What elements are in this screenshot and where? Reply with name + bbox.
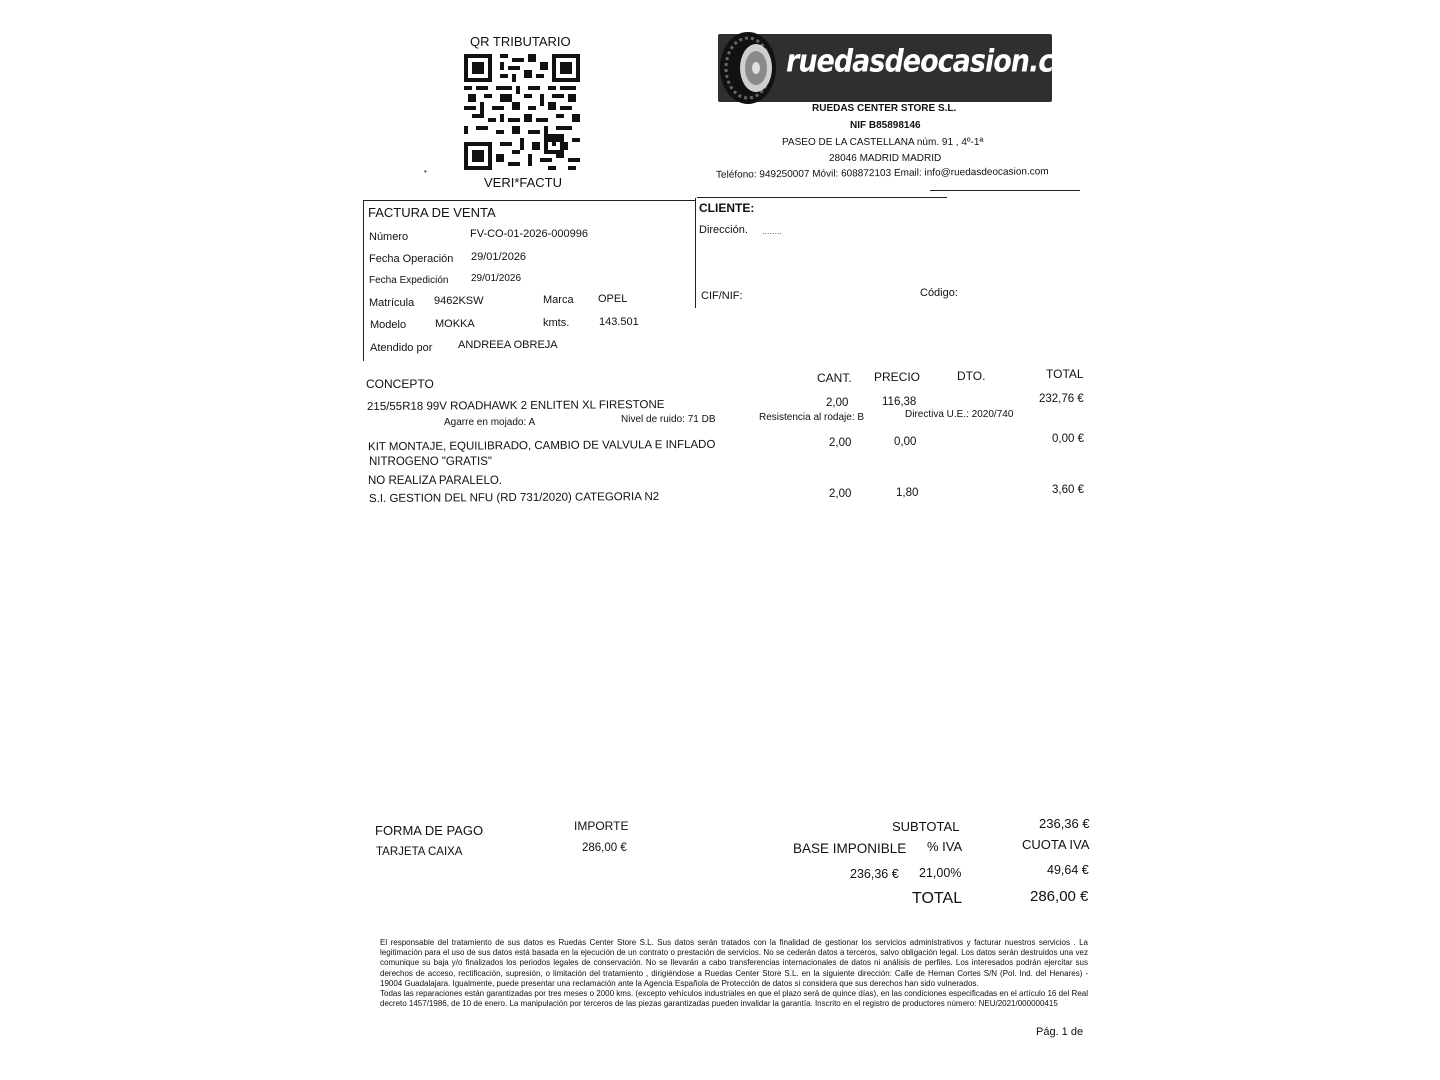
- total-label: TOTAL: [912, 890, 963, 907]
- client-direccion-label: Dirección.: [699, 224, 748, 236]
- item-4-concepto: S.I. GESTION DEL NFU (RD 731/2020) CATEGORIA N2: [368, 490, 660, 506]
- invoice-divider: [695, 198, 696, 308]
- base-imponible-label: BASE IMPONIBLE: [793, 841, 907, 856]
- item-2-concepto: KIT MONTAJE, EQUILIBRADO, CAMBIO DE VALVULA E INFLADO: [367, 438, 716, 454]
- invoice-title: FACTURA DE VENTA: [368, 205, 496, 220]
- item-2-precio: 0,00: [894, 436, 917, 448]
- legal-notice: [380, 938, 1088, 1009]
- marca-value: OPEL: [598, 293, 628, 305]
- item-1-concepto: 215/55R18 99V ROADHAWK 2 ENLITEN XL FIRESTONE: [366, 398, 665, 414]
- qr-footer: VERI*FACTU: [484, 175, 563, 190]
- item-1-total: 232,76 €: [1039, 393, 1084, 405]
- item-3-concepto: NO REALIZA PARALELO.: [368, 475, 503, 487]
- kmts-value: 143.501: [599, 316, 639, 328]
- item-1-agarre: Agarre en mojado: A: [444, 417, 536, 428]
- fecha-expedicion-label: Fecha Expedición: [369, 275, 449, 286]
- iva-value: 21,00%: [919, 866, 962, 880]
- client-box-top: [697, 197, 947, 198]
- header-concepto: CONCEPTO: [366, 377, 434, 391]
- qr-code: [462, 54, 582, 170]
- fecha-operacion-label: Fecha Operación: [369, 253, 454, 265]
- item-2-total: 0,00 €: [1052, 433, 1084, 445]
- iva-label: % IVA: [927, 839, 963, 854]
- atendido-label: Atendido por: [370, 342, 433, 354]
- logo-text: ruedasdeocasion.com: [786, 44, 1098, 80]
- company-contact: Teléfono: 949250007 Móvil: 608872103 Email: info@ruedasdeocasion.com: [715, 166, 1049, 181]
- header-dto: DTO.: [957, 369, 986, 383]
- header-rule: [930, 190, 1080, 191]
- tire-icon: [718, 30, 782, 106]
- item-1-precio: 116,38: [882, 396, 917, 408]
- modelo-label: Modelo: [370, 319, 407, 331]
- legal-paragraph-guarantee: Todas las reparaciones están garantizadas por tres meses o 2000 kms. (excepto vehículos industriales en que el plazo será de quince días), en las condiciones especificadas en el artículo 16 del Real decreto 1457/1986, de 10 de enero. La manipulación por terceros de las piezas garantizadas pueden invalidar la garantía. Inscrito en el registro de productores número: NEU/2021/000000415: [380, 989, 1088, 1009]
- item-2-concepto-line2: NITROGENO "GRATIS": [369, 456, 492, 468]
- client-codigo-label: Código:: [920, 287, 958, 299]
- item-4-total: 3,60 €: [1052, 484, 1084, 496]
- payment-importe-label: IMPORTE: [574, 819, 629, 833]
- client-cif-label: CIF/NIF:: [701, 290, 743, 302]
- subtotal-value: 236,36 €: [1039, 816, 1090, 831]
- fecha-operacion-value: 29/01/2026: [471, 251, 527, 263]
- cuota-iva-label: CUOTA IVA: [1022, 837, 1090, 852]
- item-1-directiva: Directiva U.E.: 2020/740: [905, 409, 1014, 420]
- item-4-precio: 1,80: [896, 487, 919, 499]
- company-name: RUEDAS CENTER STORE S.L.: [812, 103, 957, 114]
- page-number: Pág. 1 de: [1036, 1026, 1084, 1038]
- client-direccion-value: ........: [762, 226, 783, 236]
- company-city: 28046 MADRID MADRID: [829, 153, 942, 164]
- payment-forma-value: TARJETA CAIXA: [376, 846, 463, 858]
- company-address: PASEO DE LA CASTELLANA núm. 91 , 4º-1ª: [782, 137, 984, 148]
- base-imponible-value: 236,36 €: [850, 867, 899, 881]
- item-1-cant: 2,00: [826, 397, 849, 409]
- numero-label: Número: [369, 231, 409, 243]
- payment-forma-label: FORMA DE PAGO: [375, 823, 484, 838]
- payment-importe-value: 286,00 €: [582, 842, 627, 854]
- kmts-label: kmts.: [543, 317, 570, 329]
- numero-value: FV-CO-01-2026-000996: [470, 228, 589, 240]
- item-2-cant: 2,00: [829, 437, 852, 449]
- item-1-ruido: Nivel de ruido: 71 DB: [621, 414, 716, 425]
- modelo-value: MOKKA: [435, 318, 475, 330]
- matricula-value: 9462KSW: [434, 295, 484, 307]
- subtotal-label: SUBTOTAL: [892, 819, 960, 834]
- company-nif: NIF B85898146: [850, 120, 921, 131]
- header-cant: CANT.: [817, 371, 852, 385]
- stray-mark: •: [424, 167, 427, 176]
- total-value: 286,00 €: [1030, 888, 1089, 905]
- company-logo: [718, 34, 1098, 102]
- cuota-iva-value: 49,64 €: [1047, 863, 1089, 877]
- atendido-value: ANDREEA OBREJA: [458, 339, 558, 351]
- item-4-cant: 2,00: [829, 488, 852, 500]
- client-title: CLIENTE:: [699, 201, 755, 215]
- qr-title: QR TRIBUTARIO: [470, 34, 571, 49]
- legal-paragraph-privacy: El responsable del tratamiento de sus datos es Ruedas Center Store S.L. Sus datos serán tratados con la finalidad de gestionar los servicios administrativos y facturar nuestros servicios . La legitimación para el uso de sus datos está basada en la ejecución de un contrato o prestación de servicios. No se cederán datos a terceros, salvo obligación legal. Los datos serán destruidos una vez comunique su baja y/o finalizados los periodos legales de conservación. No se llevarán a cabo transferencias internacionales de datos ni análisis de perfiles. Los interesados podrán ejercitar sus derechos de acceso, rectificación, supresión, o limitación del tratamiento , dirigiéndose a Ruedas Center Store S.L. en la siguiente dirección: Calle de Hernan Cortes S/N (Pol. Ind. del Henares) - 19004 Guadalajara. Igualmente, puede presentar una reclamación ante la Agencia Española de Protección de datos si considera que sus derechos han sido vulnerados.: [380, 938, 1088, 988]
- matricula-label: Matrícula: [369, 297, 415, 309]
- header-precio: PRECIO: [874, 370, 921, 384]
- fecha-expedicion-value: 29/01/2026: [471, 273, 522, 284]
- item-1-resistencia: Resistencia al rodaje: B: [759, 412, 865, 423]
- header-total: TOTAL: [1046, 367, 1084, 381]
- marca-label: Marca: [543, 294, 574, 306]
